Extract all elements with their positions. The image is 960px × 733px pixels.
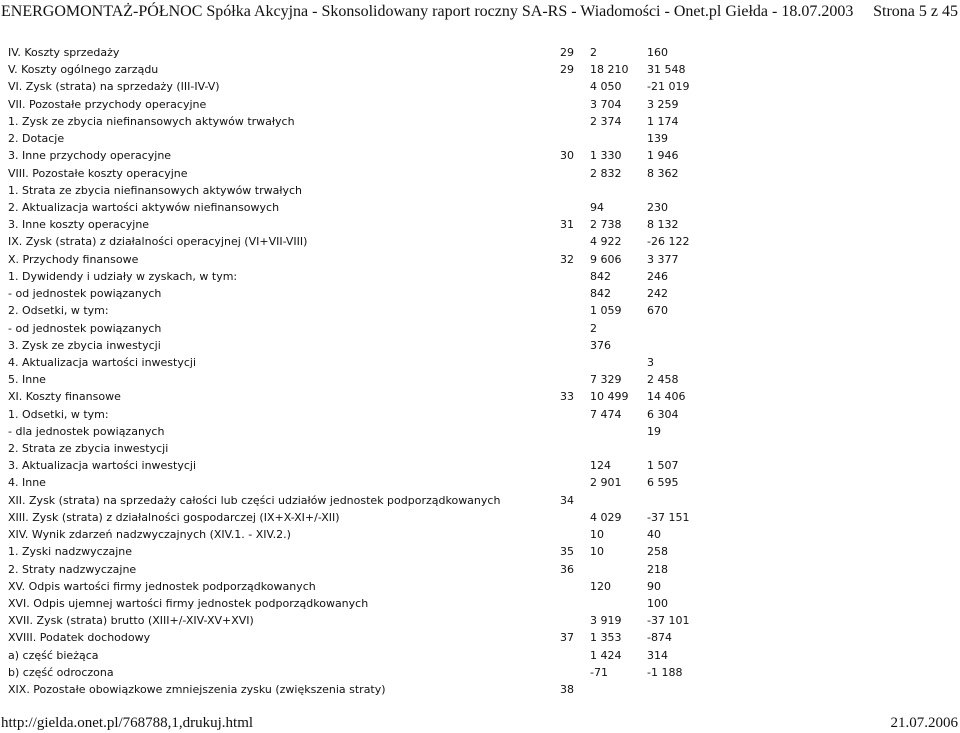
value-current-year: 7 329 — [590, 373, 622, 387]
table-row — [0, 233, 960, 250]
row-label: - dla jednostek powiązanych — [8, 424, 165, 438]
row-label: 5. Inne — [8, 373, 46, 387]
table-row — [0, 268, 960, 285]
table-row — [0, 595, 960, 612]
row-label: 4. Aktualizacja wartości inwestycji — [8, 355, 197, 369]
value-current-year: 18 210 — [590, 63, 629, 77]
row-label: XI. Koszty finansowe — [8, 390, 121, 404]
value-previous-year: -21 019 — [647, 80, 690, 94]
table-row — [0, 457, 960, 474]
value-current-year: 1 424 — [590, 648, 622, 662]
note-number: 37 — [560, 631, 574, 645]
value-previous-year: 3 — [647, 355, 654, 369]
page-footer — [0, 714, 960, 733]
value-previous-year: -874 — [647, 631, 672, 645]
table-row — [0, 320, 960, 337]
value-previous-year: 19 — [647, 424, 661, 438]
value-previous-year: 139 — [647, 132, 668, 146]
row-label: 2. Dotacje — [8, 132, 65, 146]
value-current-year: 2 — [590, 46, 597, 59]
row-label: XVI. Odpis ujemnej wartości firmy jednostek podporządkowanych — [8, 597, 369, 610]
value-current-year: 9 606 — [590, 252, 622, 266]
value-previous-year: 40 — [647, 528, 661, 542]
row-label: 2. Straty nadzwyczajne — [8, 562, 137, 576]
row-label: V. Koszty ogólnego zarządu — [8, 63, 159, 77]
value-current-year: 376 — [590, 338, 611, 352]
table-row — [0, 561, 960, 578]
row-label: a) część bieżąca — [8, 648, 99, 662]
value-current-year: 842 — [590, 269, 611, 283]
row-label: - od jednostek powiązanych — [8, 321, 162, 335]
table-row — [0, 44, 960, 61]
value-current-year: -71 — [590, 665, 608, 679]
value-current-year: 10 — [590, 528, 604, 542]
row-label: IX. Zysk (strata) z działalności operacyjnej (VI+VII-VIII) — [8, 235, 308, 249]
value-previous-year: 242 — [647, 287, 668, 301]
value-previous-year: 218 — [647, 562, 668, 576]
table-row — [0, 492, 960, 509]
value-current-year: 2 901 — [590, 476, 622, 490]
row-label: 4. Inne — [8, 476, 46, 490]
table-row — [0, 251, 960, 268]
value-previous-year: 1 946 — [647, 149, 679, 163]
table-row — [0, 578, 960, 595]
row-label: XIV. Wynik zdarzeń nadzwyczajnych (XIV.1. - XIV.2.) — [8, 528, 291, 542]
value-previous-year: -1 188 — [647, 665, 683, 679]
value-current-year: 2 738 — [590, 218, 622, 232]
value-current-year: 4 050 — [590, 80, 622, 94]
table-row — [0, 199, 960, 216]
row-label: 1. Odsetki, w tym: — [8, 407, 109, 421]
table-row — [0, 113, 960, 130]
table-row — [0, 629, 960, 646]
table-row — [0, 96, 960, 113]
value-previous-year: 6 304 — [647, 407, 679, 421]
row-label: XIII. Zysk (strata) z działalności gospodarczej (IX+X-XI+/-XII) — [8, 510, 340, 524]
row-label: 3. Inne koszty operacyjne — [8, 218, 150, 232]
note-number: 29 — [560, 63, 574, 77]
note-number: 36 — [560, 562, 574, 576]
row-label: XV. Odpis wartości firmy jednostek podporządkowanych — [8, 579, 316, 593]
value-current-year: 10 — [590, 545, 604, 559]
table-row — [0, 165, 960, 182]
value-current-year: 120 — [590, 579, 611, 593]
table-row — [0, 664, 960, 681]
value-current-year: 2 374 — [590, 114, 622, 128]
value-current-year: 842 — [590, 287, 611, 301]
row-label: 1. Zyski nadzwyczajne — [8, 545, 133, 559]
table-row — [0, 474, 960, 491]
value-previous-year: 6 595 — [647, 476, 679, 490]
value-previous-year: 3 377 — [647, 252, 679, 266]
source-url: http://gielda.onet.pl/768788,1,drukuj.html — [1, 715, 254, 731]
document-title: ENERGOMONTAŻ-PÓŁNOC Spółka Akcyjna - Skonsolidowany raport roczny SA-RS - Wiadomości - Onet.pl Giełda - 18.07.2003 — [1, 3, 854, 20]
value-current-year: 1 059 — [590, 304, 622, 318]
value-current-year: 1 353 — [590, 631, 622, 645]
page-number: Strona 5 z 45 — [873, 3, 958, 20]
value-current-year: 4 922 — [590, 235, 622, 249]
row-label: - od jednostek powiązanych — [8, 287, 162, 301]
value-current-year: 10 499 — [590, 390, 629, 404]
note-number: 31 — [560, 218, 574, 232]
row-label: XVIII. Podatek dochodowy — [8, 631, 151, 645]
table-row — [0, 647, 960, 664]
financial-table — [0, 44, 960, 698]
row-label: 1. Strata ze zbycia niefinansowych aktywów trwałych — [8, 183, 303, 197]
row-label: XVII. Zysk (strata) brutto (XIII+/-XIV-XV+XVI) — [8, 614, 254, 628]
value-current-year: 3 919 — [590, 614, 622, 628]
value-current-year: 2 — [590, 321, 597, 335]
table-row — [0, 423, 960, 440]
table-row — [0, 509, 960, 526]
value-previous-year: 8 362 — [647, 166, 679, 180]
value-previous-year: 90 — [647, 579, 661, 593]
table-row — [0, 354, 960, 371]
table-row — [0, 130, 960, 147]
print-date: 21.07.2006 — [890, 715, 958, 731]
table-row — [0, 526, 960, 543]
value-previous-year: -37 101 — [647, 614, 690, 628]
table-row — [0, 147, 960, 164]
table-row — [0, 612, 960, 629]
value-previous-year: 314 — [647, 648, 668, 662]
value-previous-year: 1 507 — [647, 459, 679, 473]
value-previous-year: 14 406 — [647, 390, 686, 404]
table-row — [0, 182, 960, 199]
row-label: X. Przychody finansowe — [8, 252, 139, 266]
row-label: VIII. Pozostałe koszty operacyjne — [8, 166, 188, 180]
table-row — [0, 302, 960, 319]
note-number: 29 — [560, 46, 574, 59]
note-number: 38 — [560, 683, 574, 697]
value-previous-year: 230 — [647, 200, 668, 214]
row-label: 2. Aktualizacja wartości aktywów niefinansowych — [8, 200, 280, 214]
row-label: XIX. Pozostałe obowiązkowe zmniejszenia zysku (zwiększenia straty) — [8, 683, 386, 697]
value-previous-year: -26 122 — [647, 235, 690, 249]
note-number: 34 — [560, 493, 574, 507]
note-number: 32 — [560, 252, 574, 266]
row-label: XII. Zysk (strata) na sprzedaży całości lub części udziałów jednostek podporządkowanych — [8, 493, 501, 507]
value-previous-year: 246 — [647, 269, 668, 283]
note-number: 30 — [560, 149, 574, 163]
value-current-year: 124 — [590, 459, 611, 473]
table-row — [0, 216, 960, 233]
table-row — [0, 61, 960, 78]
row-label: 1. Dywidendy i udziały w zyskach, w tym: — [8, 269, 238, 283]
row-label: VI. Zysk (strata) na sprzedaży (III-IV-V) — [8, 80, 220, 94]
value-current-year: 7 474 — [590, 407, 622, 421]
table-row — [0, 543, 960, 560]
note-number: 35 — [560, 545, 574, 559]
value-previous-year: -37 151 — [647, 510, 690, 524]
value-current-year: 3 704 — [590, 97, 622, 111]
table-row — [0, 406, 960, 423]
table-row — [0, 285, 960, 302]
table-row — [0, 371, 960, 388]
table-row — [0, 388, 960, 405]
row-label: 2. Odsetki, w tym: — [8, 304, 109, 318]
value-current-year: 1 330 — [590, 149, 622, 163]
value-previous-year: 160 — [647, 46, 668, 59]
table-row — [0, 440, 960, 457]
value-current-year: 4 029 — [590, 510, 622, 524]
row-label: 1. Zysk ze zbycia niefinansowych aktywów trwałych — [8, 114, 295, 128]
row-label: 2. Strata ze zbycia inwestycji — [8, 442, 169, 456]
row-label: b) część odroczona — [8, 665, 114, 679]
value-previous-year: 31 548 — [647, 63, 686, 77]
row-label: 3. Inne przychody operacyjne — [8, 149, 172, 163]
value-previous-year: 670 — [647, 304, 668, 318]
value-previous-year: 1 174 — [647, 114, 679, 128]
value-previous-year: 2 458 — [647, 373, 679, 387]
table-row — [0, 337, 960, 354]
row-label: IV. Koszty sprzedaży — [8, 46, 120, 59]
table-row — [0, 78, 960, 95]
row-label: 3. Aktualizacja wartości inwestycji — [8, 459, 197, 473]
value-previous-year: 8 132 — [647, 218, 679, 232]
value-previous-year: 3 259 — [647, 97, 679, 111]
table-row — [0, 681, 960, 698]
row-label: 3. Zysk ze zbycia inwestycji — [8, 338, 161, 352]
page-header — [0, 2, 960, 26]
note-number: 33 — [560, 390, 574, 404]
row-label: VII. Pozostałe przychody operacyjne — [8, 97, 207, 111]
value-previous-year: 100 — [647, 597, 668, 610]
value-current-year: 94 — [590, 200, 604, 214]
value-previous-year: 258 — [647, 545, 668, 559]
value-current-year: 2 832 — [590, 166, 622, 180]
